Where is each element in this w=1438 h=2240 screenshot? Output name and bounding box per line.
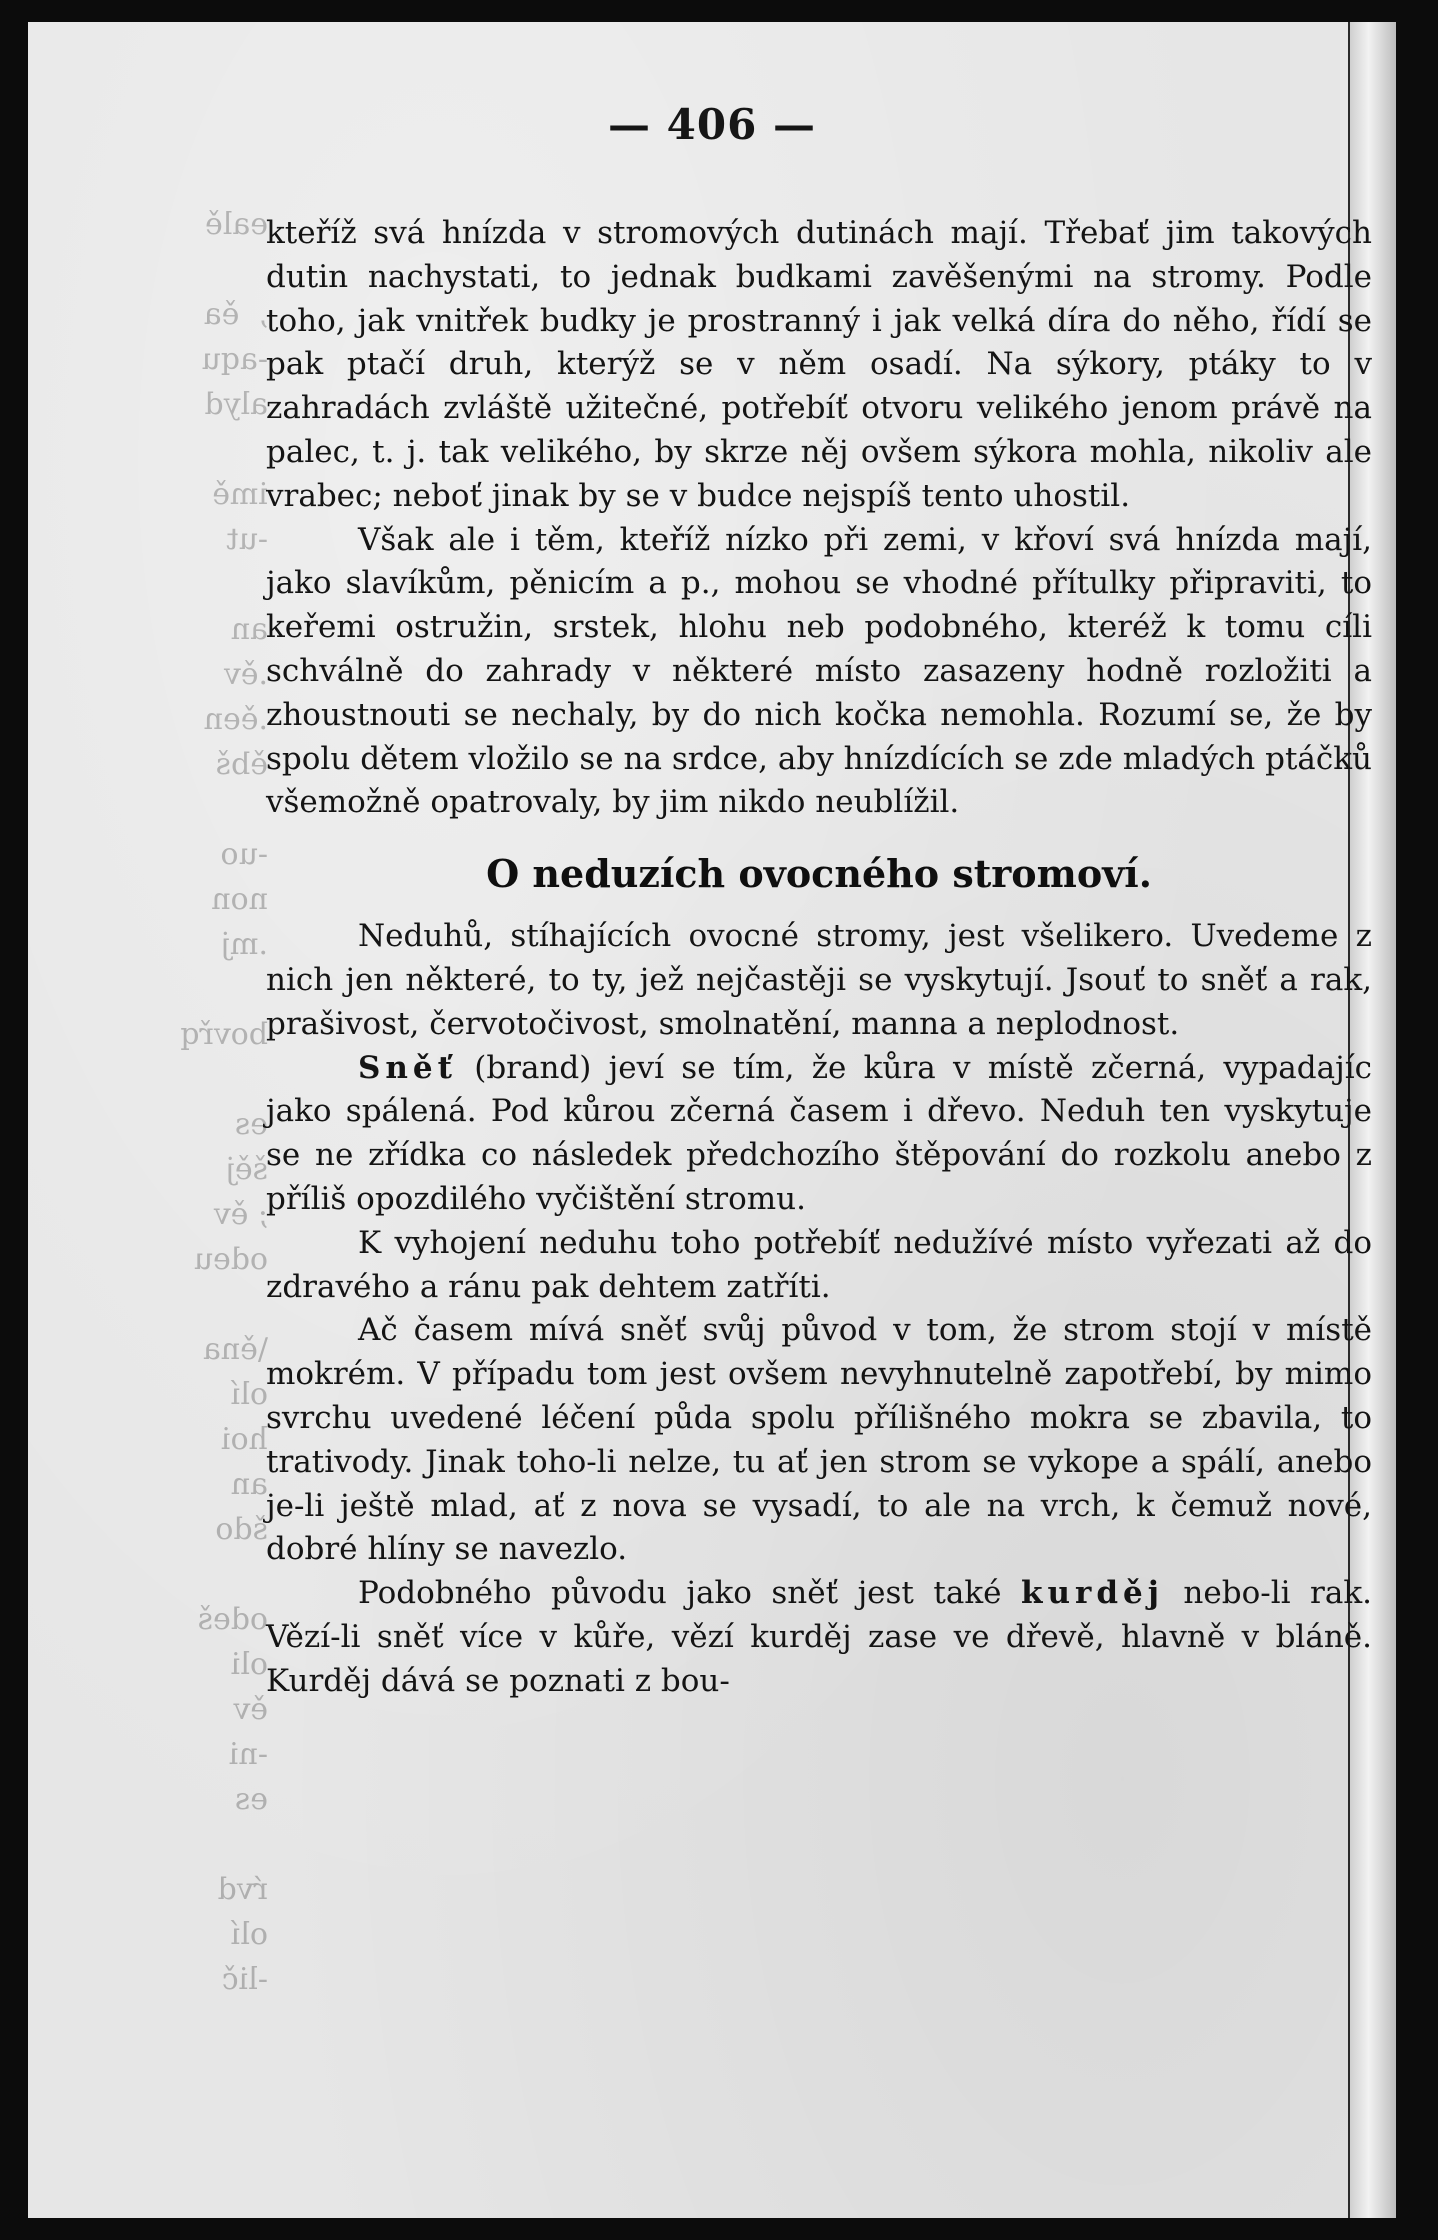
text-body — [266, 212, 1372, 1704]
paragraph: Neduhů, stíhajících ovocné stromy, jest všelikero. Uvedeme z nich jen některé, to ty, jež nejčastěji se vyskytují. Jsouť to sněť a rak, prašivost, červotočivost, smolnatění, manna a neplodnost. — [266, 918, 1372, 1042]
paragraph — [266, 1572, 1372, 1703]
page-number: — 406 — — [608, 100, 816, 149]
paragraph: kteříž svá hnízda v stromových dutinách mají. Třebať jim takových dutin nachystati, to jednak budkami zavěšenými na stromy. Podle toho, jak vnitřek budky je prostranný i jak velká díra do něho, řídí se pak ptačí druh, kterýž se v něm osadí. Na sýkory, ptáky to v zahradách zvláště užitečné, potřebíť otvoru velikého jenom právě na palec, t. j. tak velikého, by skrze něj ovšem sýkora mohla, nikoliv ale vrabec; neboť jinak by se v budce nejspíš tento uhostil. — [266, 215, 1372, 514]
scanned-page — [28, 22, 1396, 2218]
term-kurdej: kurděj — [1020, 1575, 1164, 1612]
term-snet: Sněť — [358, 1049, 457, 1086]
bleed-through-text: ealě , ěa -aqu alyd imě -ut an .ěv .ěen ěbš -uo non .mj bovřq es šěj ; ěv odeu \ěna olí hoi an šdo odeš oli ěv -ni es ŕvd olí -lič — [180, 207, 268, 1997]
paragraph-text: (brand) jeví se tím, že kůra v místě zčerná, vypadajíc jako spálená. Pod kůrou zčerná časem i dřevo. Neduh ten vyskytuje se ne zřídka co následek předchozího štěpování do rozkolu anebo z příliš opozdilého vyčištění stromu. — [266, 1049, 1372, 1217]
section-heading: O neduzích ovocného stromoví. — [486, 851, 1152, 897]
paragraph — [266, 1047, 1372, 1222]
paragraph-text: Podobného původu jako sněť jest také — [358, 1575, 1021, 1612]
paragraph: Ač časem mívá sněť svůj původ v tom, že strom stojí v místě mokrém. V případu tom jest ovšem nevyhnutelně zapotřebí, by mimo svrchu uvedené léčení půda spolu přílišného mokra se zbavila, to trativody. Jinak toho-li nelze, tu ať jen strom se vykope a spálí, anebo je-li ještě mlad, ať z nova se vysadí, to ale na vrch, k čemuž nové, dobré hlíny se navezlo. — [266, 1312, 1372, 1568]
paragraph: Však ale i těm, kteříž nízko při zemi, v křoví svá hnízda mají, jako slavíkům, pěnicím a p., mohou se vhodné přítulky připraviti, to keřemi ostružin, srstek, hlohu neb podobného, kteréž k tomu cíli schválně do zahrady v některé místo zasazeny hodně rozložiti a zhoustnouti se nechaly, by do nich kočka nemohla. Rozumí se, že by spolu dětem vložilo se na srdce, aby hnízdících se zde mladých ptáčků všemožně opatrovaly, by jim nikdo neublížil. — [266, 521, 1372, 821]
paragraph-text: nebo-li rak. Vězí-li sněť více v kůře, vězí kurděj zase ve dřevě, hlavně v bláně. Kurděj dává se poznati z bou- — [266, 1575, 1372, 1699]
paragraph: K vyhojení neduhu toho potřebíť nedužívé místo vyřezati až do zdravého a ránu pak dehtem zatříti. — [266, 1224, 1372, 1305]
